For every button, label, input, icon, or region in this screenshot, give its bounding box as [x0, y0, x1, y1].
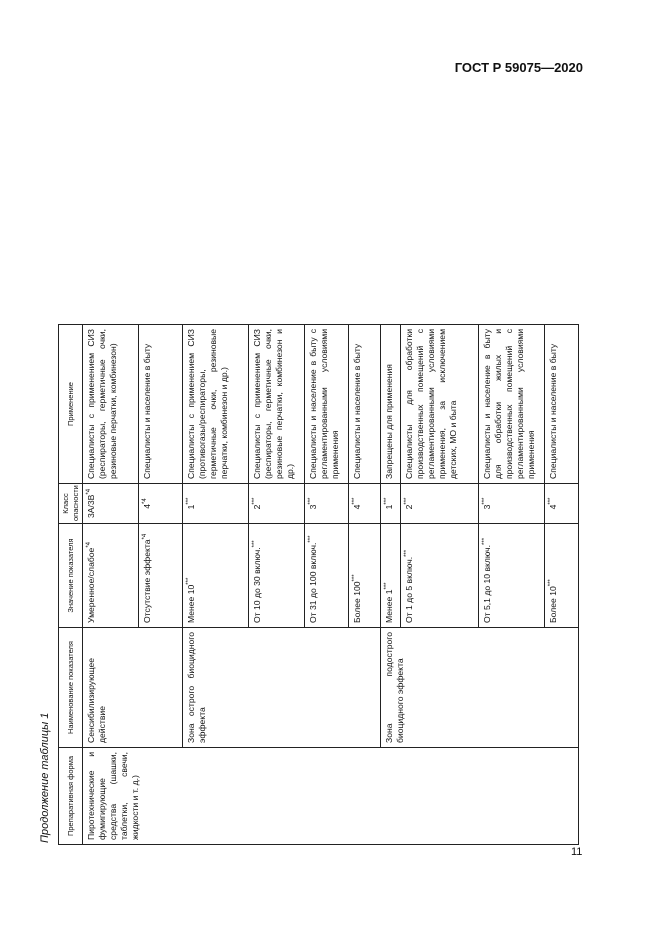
- use-cell: Специалисты и население в быту с регламентированными условиями применения: [305, 325, 349, 484]
- form-cell: Пиротехнические и фумигирующие средства (шашки, таблетки, свечи, жидкости и т. д.): [83, 748, 579, 845]
- use-cell: Специалисты и население в быту: [349, 325, 381, 484]
- use-cell: Специалисты с применением СИЗ (респираторы, герметичные очки, резиновые перчатки, комбинезон): [83, 325, 139, 484]
- class-cell: 4$^{*4}$: [139, 484, 183, 524]
- use-cell: Запрещены для применения: [381, 325, 401, 484]
- column-header-form: Препаративная форма: [59, 748, 83, 845]
- column-header-value: Значение показателя: [59, 524, 83, 628]
- use-cell: Специалисты и население в быту: [545, 325, 579, 484]
- class-cell: 2***: [401, 484, 479, 524]
- table-row: [83, 325, 139, 845]
- value-cell: От 1 до 5 включ.***: [401, 524, 479, 628]
- table-caption: Продолжение таблицы 1: [39, 712, 51, 843]
- standard-designation: ГОСТ Р 59075—2020: [454, 60, 583, 75]
- rotated-table-block: [32, 95, 559, 845]
- indicator-cell: Зона острого биоцидного эффекта: [183, 628, 381, 748]
- value-cell: Менее 10***: [183, 524, 249, 628]
- value-cell: От 31 до 100 включ.***: [305, 524, 349, 628]
- table-header-row: [59, 325, 83, 845]
- value-cell: Более 100***: [349, 524, 381, 628]
- use-cell: Специалисты с применением СИЗ (респираторы, герметичные очки, резиновые перчатки, комбинезон и др.): [249, 325, 305, 484]
- class-cell: 3***: [479, 484, 545, 524]
- class-cell: 1***: [381, 484, 401, 524]
- class-cell: $3А/3В^{*4}$: [83, 484, 139, 524]
- value-cell: Менее 1***: [381, 524, 401, 628]
- specification-table: [58, 324, 579, 845]
- column-header-indicator: Наименование показателя: [59, 628, 83, 748]
- indicator-cell: Сенсибилизирующее действие: [83, 628, 183, 748]
- value-cell: Более 10***: [545, 524, 579, 628]
- column-header-class: Класс опасности: [59, 484, 83, 524]
- class-cell: 4***: [349, 484, 381, 524]
- value-cell: От 5,1 до 10 включ.***: [479, 524, 545, 628]
- column-header-use: Применение: [59, 325, 83, 484]
- class-cell: 3***: [305, 484, 349, 524]
- class-cell: 1***: [183, 484, 249, 524]
- value-cell: От 10 до 30 включ.***: [249, 524, 305, 628]
- use-cell: Специалисты и население в быту: [139, 325, 183, 484]
- use-cell: Специалисты для обработки производственных помещений с регламентированными условиями применения, за исключением детских, МО и быта: [401, 325, 479, 484]
- value-cell: Отсутствие эффекта$^{*4}$: [139, 524, 183, 628]
- use-cell: Специалисты с применением СИЗ (противогазы/респираторы, герметичные очки, резиновые перчатки, комбинезон и др.): [183, 325, 249, 484]
- class-cell: 4***: [545, 484, 579, 524]
- value-cell: Умеренное/слабое$^{*4}$: [83, 524, 139, 628]
- use-cell: Специалисты и население в быту для обработки жилых и производственных помещений с регламентированными условиями применения: [479, 325, 545, 484]
- class-cell: 2***: [249, 484, 305, 524]
- indicator-cell: Зона подострого биоцидного эффекта: [381, 628, 579, 748]
- page-number: 11: [571, 846, 583, 858]
